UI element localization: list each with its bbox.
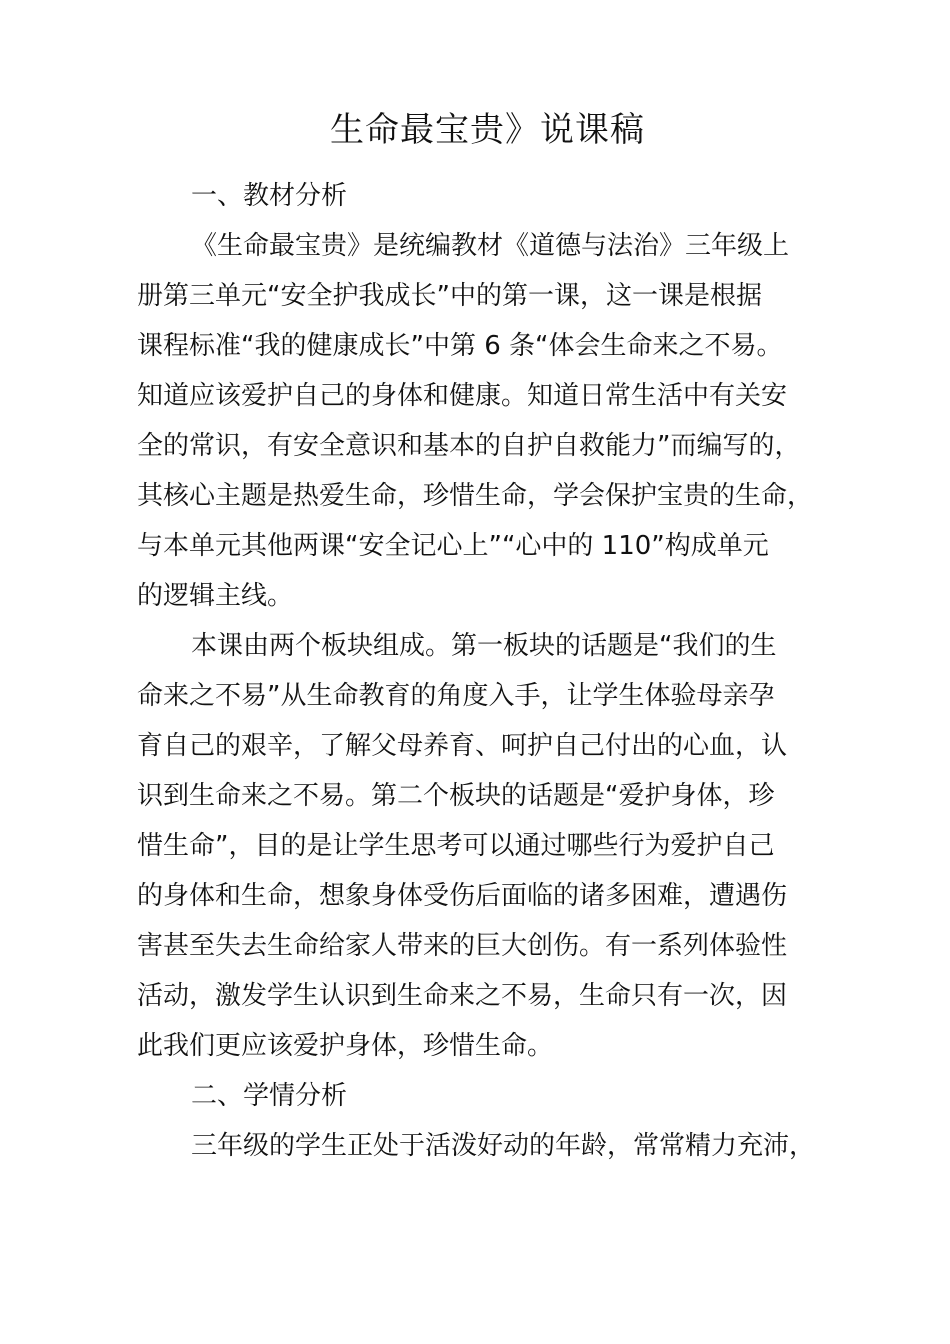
paragraph-line: 册第三单元“安全护我成长”中的第一课，这一课是根据 xyxy=(137,281,762,311)
paragraph-line: 《生命最宝贵》是统编教材《道德与法治》三年级上 xyxy=(191,231,790,261)
section-heading-student-analysis: 二、学情分析 xyxy=(191,1081,348,1111)
paragraph-line: 的逻辑主线。 xyxy=(137,581,294,611)
paragraph-line: 的身体和生命，想象身体受伤后面临的诸多困难，遭遇伤 xyxy=(137,881,788,911)
paragraph-line: 育自己的艰辛，了解父母养育、呵护自己付出的心血，认 xyxy=(137,731,788,761)
paragraph-line: 其核心主题是热爱生命，珍惜生命，学会保护宝贵的生命， xyxy=(137,481,814,511)
paragraph-line: 课程标准“我的健康成长”中第 6 条“体会生命来之不易。 xyxy=(137,331,783,361)
paragraph-line: 命来之不易”从生命教育的角度入手，让学生体验母亲孕 xyxy=(137,681,775,711)
paragraph-line: 识到生命来之不易。第二个板块的话题是“爱护身体，珍 xyxy=(137,781,775,811)
section-heading-textbook-analysis: 一、教材分析 xyxy=(191,181,348,211)
document-body xyxy=(137,171,837,1171)
paragraph-line: 害甚至失去生命给家人带来的巨大创伤。有一系列体验性 xyxy=(137,931,788,961)
paragraph-line: 惜生命”，目的是让学生思考可以通过哪些行为爱护自己 xyxy=(137,831,775,861)
paragraph-line: 本课由两个板块组成。第一板块的话题是“我们的生 xyxy=(191,631,777,661)
document-title: 生命最宝贵》说课稿 xyxy=(330,110,645,150)
paragraph-line: 全的常识，有安全意识和基本的自护自救能力”而编写的， xyxy=(137,431,801,461)
paragraph-line: 活动，激发学生认识到生命来之不易，生命只有一次，因 xyxy=(137,981,788,1011)
paragraph-line: 与本单元其他两课“安全记心上”“心中的 110”构成单元 xyxy=(137,531,769,561)
paragraph-line: 知道应该爱护自己的身体和健康。知道日常生活中有关安 xyxy=(137,381,788,411)
paragraph-line: 三年级的学生正处于活泼好动的年龄，常常精力充沛， xyxy=(191,1131,816,1161)
paragraph-line: 此我们更应该爱护身体，珍惜生命。 xyxy=(137,1031,554,1061)
